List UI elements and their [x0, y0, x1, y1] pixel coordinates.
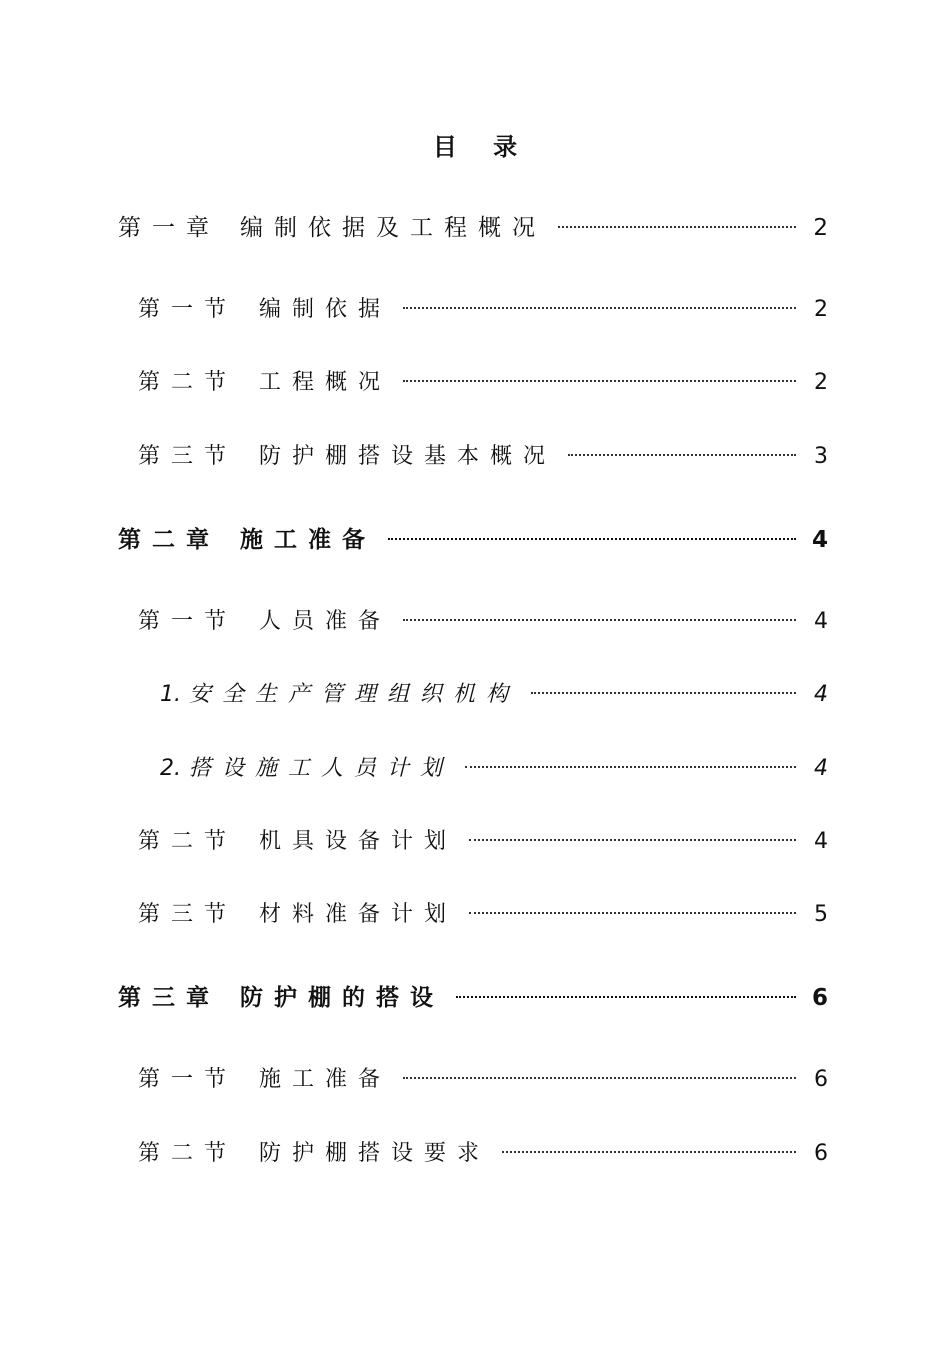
entry-title: 防护棚的搭设	[240, 985, 444, 1011]
entry-prefix: 第三节	[138, 444, 238, 469]
toc-entry-section[interactable]	[138, 604, 828, 640]
entry-page-number: 2	[813, 215, 828, 241]
toc-entry-section[interactable]	[138, 824, 828, 860]
entry-title: 安全生产管理组织机构	[189, 682, 520, 707]
dot-leader	[403, 619, 796, 621]
entry-title: 材料准备计划	[259, 902, 458, 927]
entry-page-number: 3	[814, 444, 828, 469]
entry-prefix: 第一章	[118, 215, 220, 241]
dot-leader	[388, 538, 796, 540]
dot-leader	[469, 912, 796, 914]
entry-title: 防护棚搭设基本概况	[259, 444, 557, 469]
entry-title: 施工准备	[259, 1067, 392, 1092]
toc-entry-subsection[interactable]	[160, 751, 828, 787]
entry-page-number: 4	[814, 756, 828, 781]
entry-title: 搭设施工人员计划	[189, 756, 454, 781]
entry-prefix: 2.	[160, 756, 181, 781]
entry-prefix: 第一节	[138, 1067, 238, 1092]
entry-prefix: 第一节	[138, 609, 238, 634]
toc-entry-section[interactable]	[138, 1062, 828, 1098]
toc-entry-chapter-2[interactable]	[118, 522, 828, 558]
dot-leader	[456, 996, 796, 998]
entry-title: 机具设备计划	[259, 829, 458, 854]
entry-page-number: 4	[814, 829, 828, 854]
dot-leader	[403, 1077, 796, 1079]
entry-title: 人员准备	[259, 609, 392, 634]
entry-prefix: 第三节	[138, 902, 238, 927]
entry-prefix: 第二节	[138, 1141, 238, 1166]
toc-title: 目 录	[432, 133, 532, 161]
entry-title: 施工准备	[240, 527, 376, 553]
entry-prefix: 第二节	[138, 370, 238, 395]
dot-leader	[469, 839, 796, 841]
toc-entry-chapter-3[interactable]	[118, 980, 828, 1016]
toc-entry-chapter-1[interactable]	[118, 210, 828, 246]
dot-leader	[403, 307, 796, 309]
toc-entry-section[interactable]	[138, 897, 828, 933]
toc-entry-section[interactable]	[138, 439, 828, 475]
entry-page-number: 5	[814, 902, 828, 927]
entry-prefix: 1.	[160, 682, 181, 707]
dot-leader	[465, 766, 796, 768]
dot-leader	[502, 1151, 796, 1153]
dot-leader	[568, 454, 796, 456]
entry-page-number: 4	[811, 527, 828, 553]
toc-entry-section[interactable]	[138, 365, 828, 401]
dot-leader	[403, 380, 796, 382]
entry-page-number: 6	[814, 1141, 828, 1166]
toc-entry-subsection[interactable]	[160, 677, 828, 713]
entry-title: 防护棚搭设要求	[259, 1141, 491, 1166]
dot-leader	[531, 692, 796, 694]
toc-entry-section[interactable]	[138, 1136, 828, 1172]
entry-title: 编制依据及工程概况	[240, 215, 546, 241]
entry-prefix: 第二章	[118, 527, 220, 553]
toc-entry-section[interactable]	[138, 292, 828, 328]
dot-leader	[558, 226, 796, 228]
entry-prefix: 第三章	[118, 985, 220, 1011]
entry-page-number: 4	[814, 682, 828, 707]
entry-title: 编制依据	[259, 297, 392, 322]
entry-prefix: 第二节	[138, 829, 238, 854]
entry-prefix: 第一节	[138, 297, 238, 322]
entry-page-number: 4	[814, 609, 828, 634]
entry-page-number: 2	[814, 297, 828, 322]
entry-page-number: 6	[811, 985, 828, 1011]
entry-page-number: 6	[814, 1067, 828, 1092]
entry-page-number: 2	[814, 370, 828, 395]
entry-title: 工程概况	[259, 370, 392, 395]
